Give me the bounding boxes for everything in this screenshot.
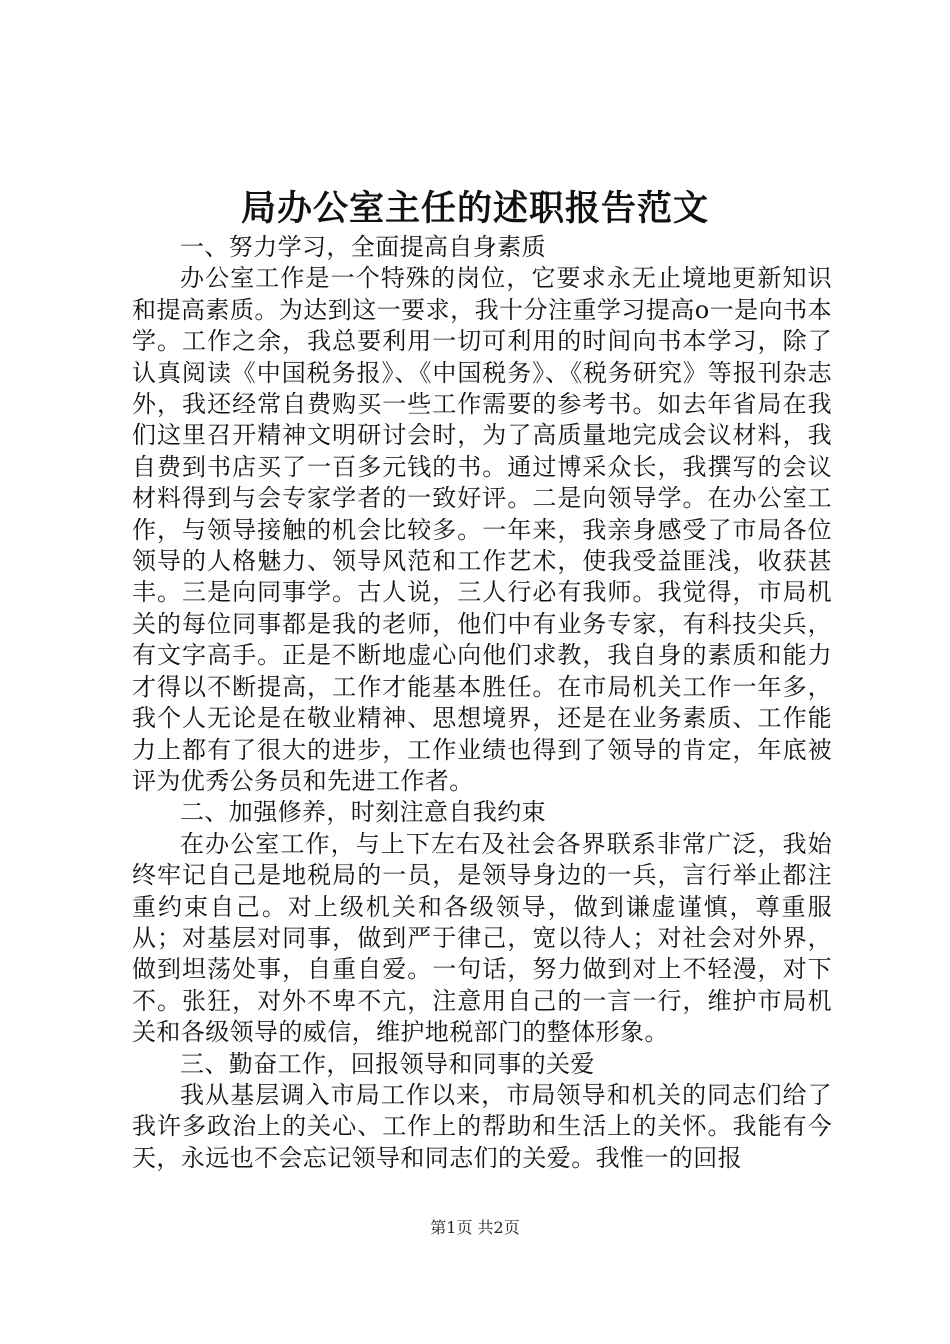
page-number-footer: 第1页 共2页 — [430, 1218, 520, 1237]
section-heading-1: 一、努力学习，全面提高自身素质 — [180, 233, 546, 261]
paragraph-3: 我从基层调入市局工作以来，市局领导和机关的同志们给了我许多政治上的关心、工作上的帮助和生活上的关怀。我能有今天，永远也不会忘记领导和同志们的关爱。我惟一的回报 — [132, 1080, 832, 1172]
paragraph-2: 在办公室工作，与上下左右及社会各界联系非常广泛，我始终牢记自己是地税局的一员，是领导身边的一兵，言行举止都注重约束自己。对上级机关和各级领导，做到谦虚谨慎，尊重服从；对基层对同事，做到严于律己，宽以待人；对社会对外界，做到坦荡处事，自重自爱。一句话，努力做到对上不轻漫，对下不。张狂，对外不卑不亢，注意用自己的一言一行，维护市局机关和各级领导的威信，维护地税部门的整体形象。 — [132, 829, 832, 1047]
document-body — [132, 232, 832, 1174]
paragraph-1: 办公室工作是一个特殊的岗位，它要求永无止境地更新知识和提高素质。为达到这一要求，我十分注重学习提高o一是向书本学。工作之余，我总要利用一切可利用的时间向书本学习，除了认真阅读《中国税务报》、《中国税务》、《税务研究》等报刊杂志外，我还经常自费购买一些工作需要的参考书。如去年省局在我们这里召开精神文明研讨会时，为了高质量地完成会议材料，我自费到书店买了一百多元钱的书。通过博采众长，我撰写的会议材料得到与会专家学者的一致好评。二是向领导学。在办公室工作，与领导接触的机会比较多。一年来，我亲身感受了市局各位领导的人格魅力、领导风范和工作艺术，使我受益匪浅，收获甚丰。三是向同事学。古人说，三人行必有我师。我觉得，市局机关的每位同事都是我的老师，他们中有业务专家，有科技尖兵，有文字高手。正是不断地虚心向他们求教，我自身的素质和能力才得以不断提高，工作才能基本胜任。在市局机关工作一年多，我个人无论是在敬业精神、思想境界，还是在业务素质、工作能力上都有了很大的进步，工作业绩也得到了领导的肯定，年底被评为优秀公务员和先进工作者。 — [132, 264, 832, 795]
document-title: 局办公室主任的述职报告范文 — [240, 188, 709, 229]
section-heading-3: 三、勤奋工作，回报领导和同事的关爱 — [180, 1049, 595, 1078]
section-heading-2: 二、加强修养，时刻注意自我约束 — [180, 798, 546, 827]
